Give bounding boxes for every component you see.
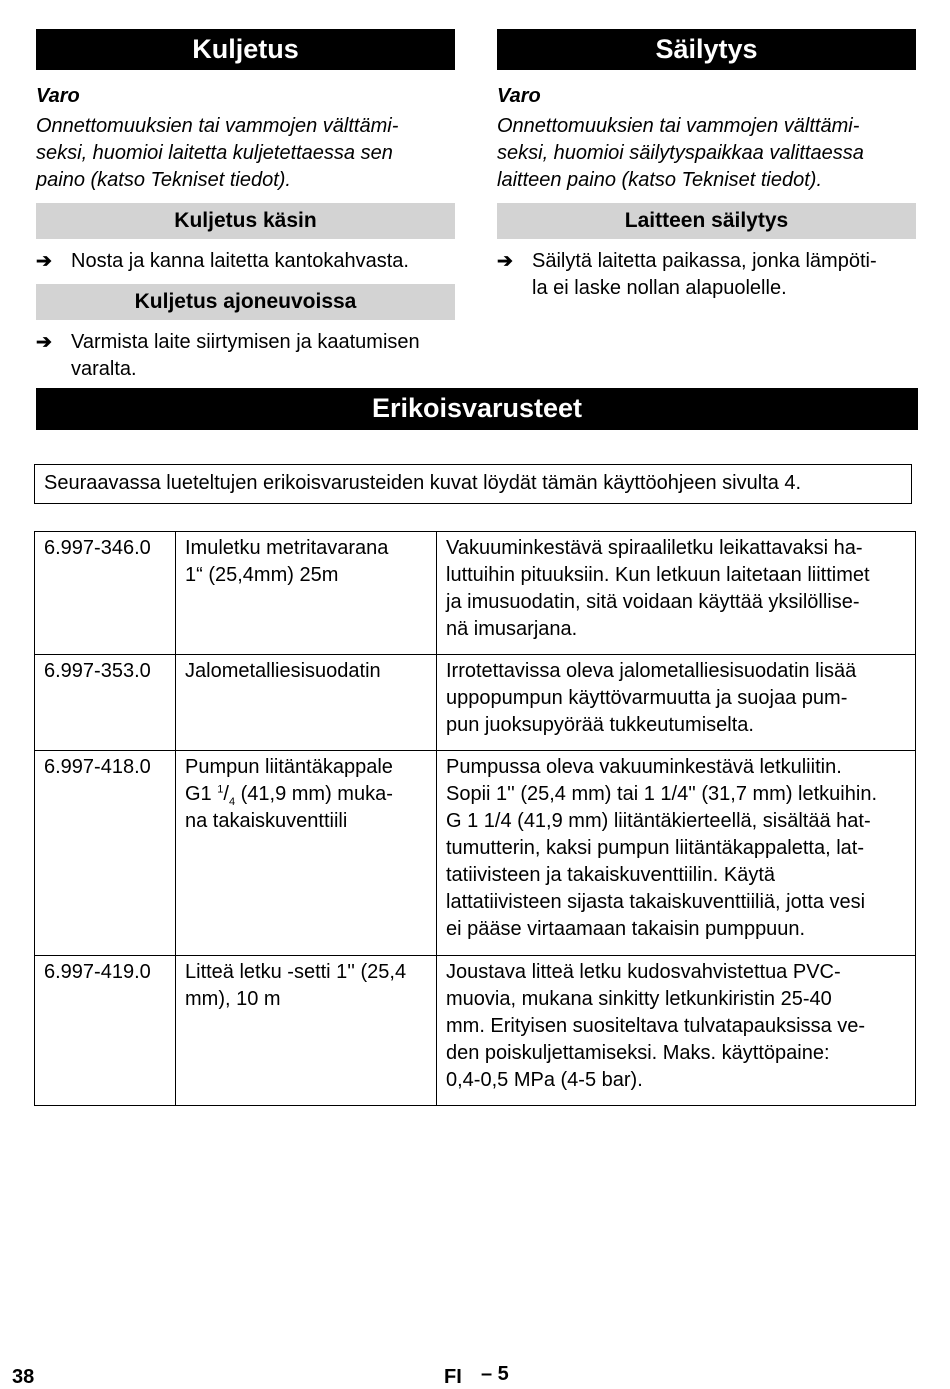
section-page-number: – 5 — [481, 1363, 509, 1385]
storage-heading: Säilytys — [497, 29, 916, 70]
storage-section — [497, 29, 916, 310]
transport-heading: Kuljetus — [36, 29, 455, 70]
accessories-table — [34, 531, 916, 1106]
device-storage-heading: Laitteen säilytys — [497, 203, 916, 239]
part-number: 6.997-418.0 — [35, 751, 176, 956]
arrow-right-icon: ➔ — [36, 332, 52, 353]
part-number: 6.997-419.0 — [35, 956, 176, 1106]
part-description: Pumpussa oleva vakuuminkestävä letkuliitin. Sopii 1'' (25,4 mm) tai 1 1/4'' (31,7 mm) letkuihin. G 1 1/4 (41,9 mm) liitäntäkierteellä, sisältää hat- tumutterin, kaksi pumpun liitäntäkappaletta, lat- tatiivisteen ja takaiskuventtiilin. Käytä lattatiivisteen sijasta takaiskuventtiiliä, jotta vesi ei pääse virtaamaan takaisin pumppuun. — [437, 751, 916, 956]
arrow-right-icon: ➔ — [36, 251, 52, 272]
transport-warning-title: Varo — [36, 85, 80, 107]
table-row — [35, 655, 916, 751]
table-row — [35, 751, 916, 956]
transport-by-hand-heading: Kuljetus käsin — [36, 203, 455, 239]
part-description: Vakuuminkestävä spiraaliletku leikattavaksi ha- luttuihin pituuksiin. Kun letkuun laitetaan liittimet ja imusuodatin, sitä voidaan käyttää yksilöllise- nä imusarjana. — [437, 532, 916, 655]
transport-section — [36, 29, 455, 391]
accessories-intro: Seuraavassa lueteltujen erikoisvarusteiden kuvat löydät tämän käyttöohjeen sivulta 4. — [34, 464, 912, 504]
part-name: Jalometalliesisuodatin — [176, 655, 437, 751]
part-description: Joustava litteä letku kudosvahvistettua PVC- muovia, mukana sinkitty letkunkiristin 25-40 mm. Erityisen suositeltava tulvatapauksissa ve- den poiskuljettamiseksi. Maks. käyttöpaine: 0,4-0,5 MPa (4-5 bar). — [437, 956, 916, 1106]
transport-vehicles-heading: Kuljetus ajoneuvoissa — [36, 284, 455, 320]
device-storage-item: ➔ Säilytä laitetta paikassa, jonka lämpöti- la ei laske nollan alapuolelle. — [497, 250, 877, 299]
table-row — [35, 532, 916, 655]
part-name: Litteä letku -setti 1'' (25,4 mm), 10 m — [176, 956, 437, 1106]
part-description: Irrotettavissa oleva jalometalliesisuodatin lisää uppopumpun käyttövarmuutta ja suojaa pum- pun juoksupyörää tukkeutumiselta. — [437, 655, 916, 751]
accessories-heading: Erikoisvarusteet — [36, 388, 918, 430]
table-row — [35, 956, 916, 1106]
arrow-right-icon: ➔ — [497, 251, 513, 272]
part-number: 6.997-346.0 — [35, 532, 176, 655]
storage-warning-title: Varo — [497, 85, 541, 107]
transport-vehicles-item: ➔ Varmista laite siirtymisen ja kaatumisen varalta. — [36, 331, 420, 380]
part-name: Pumpun liitäntäkappale G1 $^1/_4$ (41,9 mm) muka- na takaiskuventtiili — [176, 751, 437, 956]
part-name: Imuletku metritavarana 1“ (25,4mm) 25m — [176, 532, 437, 655]
part-number: 6.997-353.0 — [35, 655, 176, 751]
language-code: FI — [444, 1366, 462, 1388]
transport-warning-text: Onnettomuuksien tai vammojen välttämi- seksi, huomioi laitetta kuljetettaessa sen paino (katso Tekniset tiedot). — [36, 115, 399, 191]
storage-warning-text: Onnettomuuksien tai vammojen välttämi- seksi, huomioi säilytyspaikkaa valittaessa laitteen paino (katso Tekniset tiedot). — [497, 115, 864, 191]
page-number: 38 — [12, 1366, 35, 1388]
transport-by-hand-item: ➔ Nosta ja kanna laitetta kantokahvasta. — [36, 248, 455, 275]
